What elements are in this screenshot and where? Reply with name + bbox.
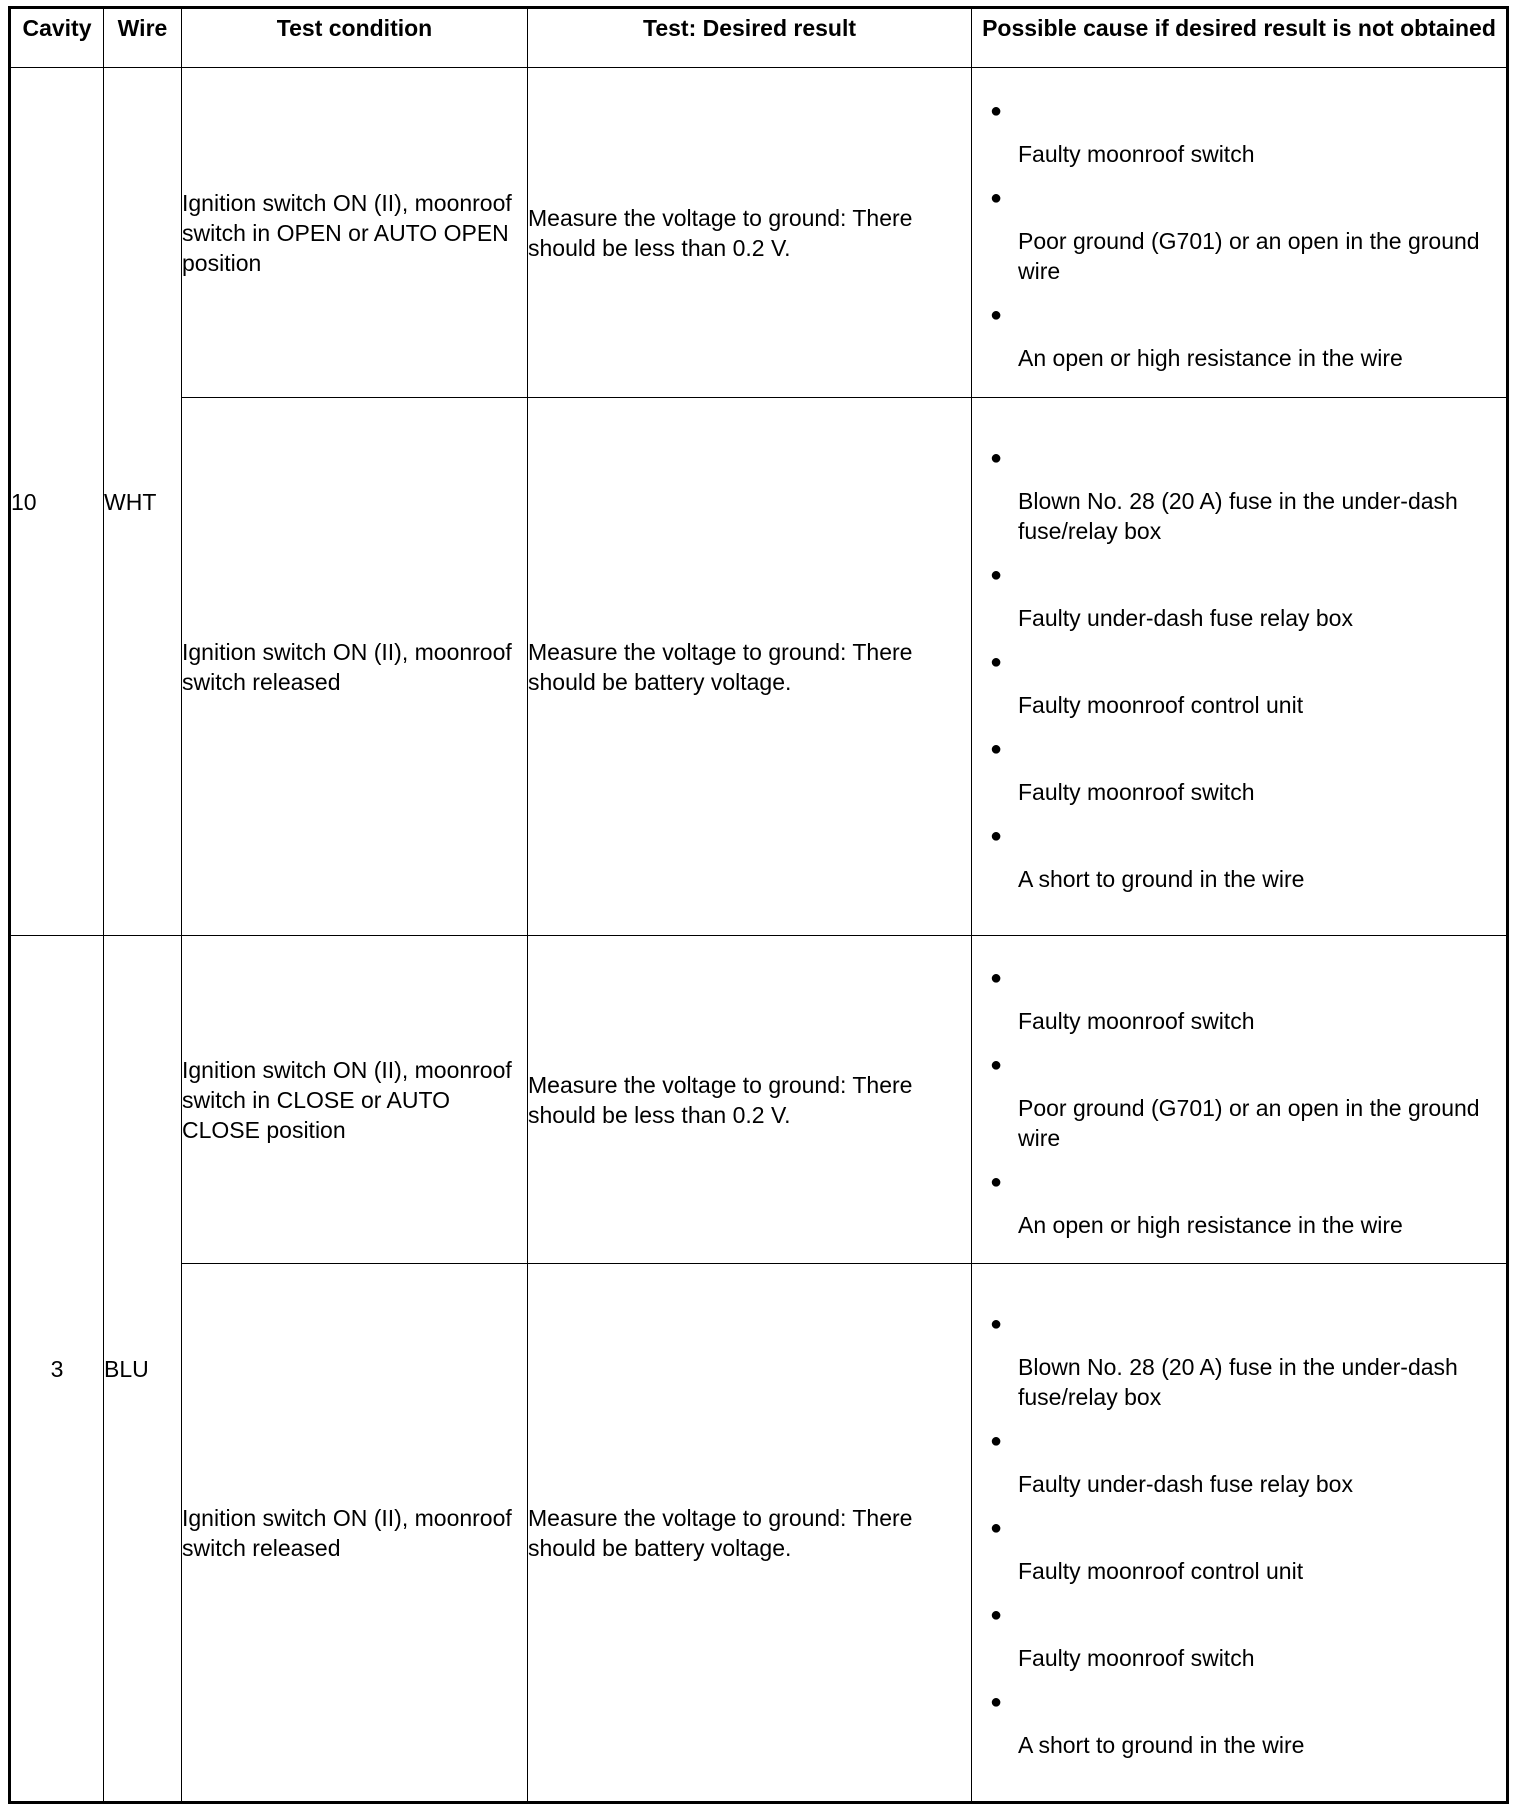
list-item: [972, 1164, 1502, 1240]
bullet-icon: ●: [990, 737, 1003, 760]
list-item: [972, 818, 1502, 894]
bullet-icon: ●: [990, 650, 1003, 673]
header-row: [10, 8, 1508, 68]
bullet-icon: ●: [990, 1603, 1003, 1626]
cause-text: Faulty moonroof control unit: [1018, 1557, 1304, 1584]
bullet-icon: ●: [990, 303, 1003, 326]
bullet-icon: ●: [990, 966, 1003, 989]
cause-list: [972, 1306, 1506, 1760]
list-item: [972, 1306, 1502, 1412]
bullet-icon: ●: [990, 1690, 1003, 1713]
bullet-icon: ●: [990, 446, 1003, 469]
cause-list: [972, 440, 1506, 894]
test-condition-cell: Ignition switch ON (II), moonroof switch in CLOSE or AUTO CLOSE position: [182, 936, 528, 1264]
possible-cause-cell: [972, 1264, 1508, 1803]
bullet-icon: ●: [990, 1429, 1003, 1452]
list-item: [972, 644, 1502, 720]
bullet-icon: ●: [990, 1516, 1003, 1539]
cause-list: [972, 960, 1506, 1240]
troubleshooting-table: [8, 6, 1509, 1804]
desired-result-cell: Measure the voltage to ground: There should be less than 0.2 V.: [528, 68, 972, 398]
desired-result-cell: Measure the voltage to ground: There should be less than 0.2 V.: [528, 936, 972, 1264]
table-row: [10, 68, 1508, 398]
bullet-icon: ●: [990, 563, 1003, 586]
cavity-cell: 3: [10, 936, 104, 1803]
list-item: [972, 1047, 1502, 1153]
cause-text: Poor ground (G701) or an open in the ground wire: [1018, 227, 1480, 284]
list-item: [972, 180, 1502, 286]
bullet-icon: ●: [990, 186, 1003, 209]
header-wire: Wire: [104, 8, 182, 68]
table-row: [10, 398, 1508, 936]
cause-text: Faulty under-dash fuse relay box: [1018, 604, 1353, 631]
list-item: [972, 1597, 1502, 1673]
cause-text: An open or high resistance in the wire: [1018, 1211, 1403, 1238]
bullet-icon: ●: [990, 1053, 1003, 1076]
list-item: [972, 297, 1502, 373]
test-condition-cell: Ignition switch ON (II), moonroof switch released: [182, 1264, 528, 1803]
table-row: [10, 1264, 1508, 1803]
cause-text: Faulty moonroof switch: [1018, 140, 1255, 167]
table-row: [10, 936, 1508, 1264]
header-test-condition: Test condition: [182, 8, 528, 68]
cause-text: Blown No. 28 (20 A) fuse in the under-dash fuse/relay box: [1018, 487, 1458, 544]
desired-result-cell: Measure the voltage to ground: There should be battery voltage.: [528, 398, 972, 936]
cause-text: Faulty moonroof control unit: [1018, 691, 1304, 718]
wire-cell: WHT: [104, 68, 182, 936]
list-item: [972, 440, 1502, 546]
possible-cause-cell: [972, 398, 1508, 936]
cause-text: Blown No. 28 (20 A) fuse in the under-dash fuse/relay box: [1018, 1353, 1458, 1410]
cause-text: A short to ground in the wire: [1018, 1731, 1305, 1758]
list-item: [972, 960, 1502, 1036]
list-item: [972, 731, 1502, 807]
cause-text: A short to ground in the wire: [1018, 865, 1305, 892]
test-condition-cell: Ignition switch ON (II), moonroof switch in OPEN or AUTO OPEN position: [182, 68, 528, 398]
header-desired-result: Test: Desired result: [528, 8, 972, 68]
list-item: [972, 1684, 1502, 1760]
cause-text: Faulty under-dash fuse relay box: [1018, 1470, 1353, 1497]
header-cavity: Cavity: [10, 8, 104, 68]
list-item: [972, 1423, 1502, 1499]
cause-text: Faulty moonroof switch: [1018, 1007, 1255, 1034]
header-possible-cause: Possible cause if desired result is not obtained: [972, 8, 1508, 68]
bullet-icon: ●: [990, 1312, 1003, 1335]
desired-result-cell: Measure the voltage to ground: There should be battery voltage.: [528, 1264, 972, 1803]
list-item: [972, 93, 1502, 169]
bullet-icon: ●: [990, 824, 1003, 847]
test-condition-cell: Ignition switch ON (II), moonroof switch released: [182, 398, 528, 936]
bullet-icon: ●: [990, 99, 1003, 122]
possible-cause-cell: [972, 68, 1508, 398]
wire-cell: BLU: [104, 936, 182, 1803]
cause-text: Poor ground (G701) or an open in the ground wire: [1018, 1094, 1480, 1151]
cause-text: Faulty moonroof switch: [1018, 778, 1255, 805]
cause-list: [972, 93, 1506, 373]
list-item: [972, 1510, 1502, 1586]
cavity-cell: 10: [10, 68, 104, 936]
possible-cause-cell: [972, 936, 1508, 1264]
cause-text: Faulty moonroof switch: [1018, 1644, 1255, 1671]
list-item: [972, 557, 1502, 633]
bullet-icon: ●: [990, 1170, 1003, 1193]
cause-text: An open or high resistance in the wire: [1018, 344, 1403, 371]
